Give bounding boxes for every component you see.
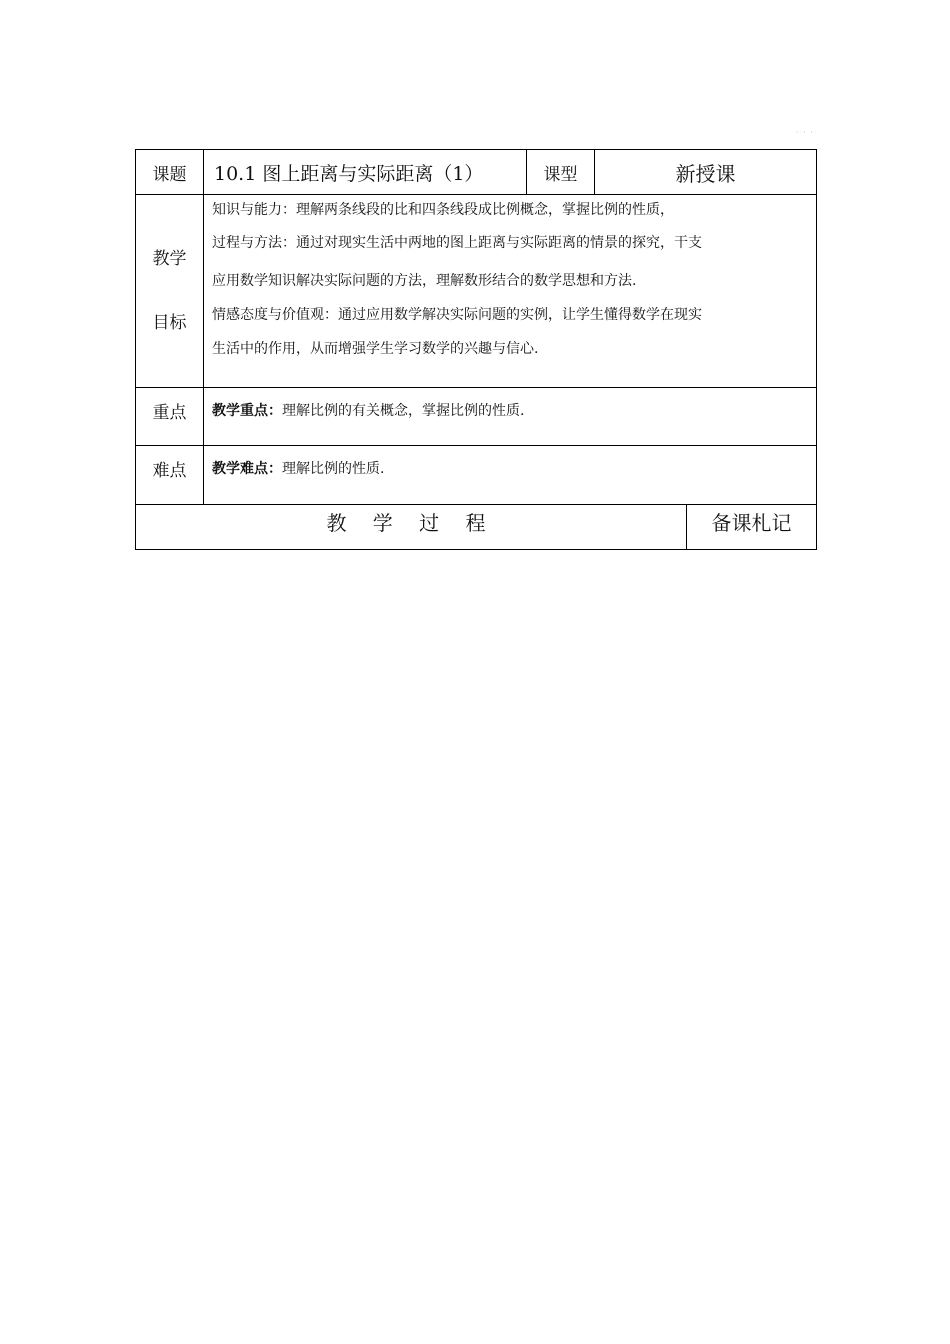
goal-line: 应用数学知识解决实际问题的方法，理解数形结合的数学思想和方法. [212,273,637,289]
goals-label-line2: 目标 [152,313,187,333]
goal-line: 过程与方法：通过对现实生活中两地的图上距离与实际距离的情景的探究，干支 [212,235,702,251]
corner-mark: · · · [796,128,814,137]
type-label: 课型 [527,150,595,195]
key-point-label: 重点 [136,388,204,446]
topic-label: 课题 [136,150,204,195]
lesson-plan-table [135,149,817,550]
goal-line: 知识与能力：理解两条线段的比和四条线段成比例概念，掌握比例的性质， [212,202,674,218]
goals-content [204,195,817,388]
header-row [136,150,817,195]
key-point-text: 理解比例的有关概念，掌握比例的性质. [282,403,525,419]
topic-value: 10.1 图上距离与实际距离（1） [204,150,527,195]
footer-row [136,505,817,550]
type-value: 新授课 [595,150,817,195]
difficult-point-label: 难点 [136,446,204,505]
goals-row [136,195,817,388]
difficult-point-content [204,446,817,505]
difficult-point-heading: 教学难点： [212,461,282,477]
goals-label-line1: 教学 [152,249,187,269]
key-point-row [136,388,817,446]
key-point-content [204,388,817,446]
key-point-heading: 教学重点： [212,403,282,419]
process-label: 教 学 过 程 [136,505,687,550]
difficult-point-text: 理解比例的性质. [282,461,385,477]
notes-label: 备课札记 [687,505,817,550]
goal-line: 情感态度与价值观：通过应用数学解决实际问题的实例，让学生懂得数学在现实 [212,307,702,323]
difficult-point-row [136,446,817,505]
goals-label [136,195,204,388]
goal-line: 生活中的作用，从而增强学生学习数学的兴趣与信心. [212,341,539,357]
